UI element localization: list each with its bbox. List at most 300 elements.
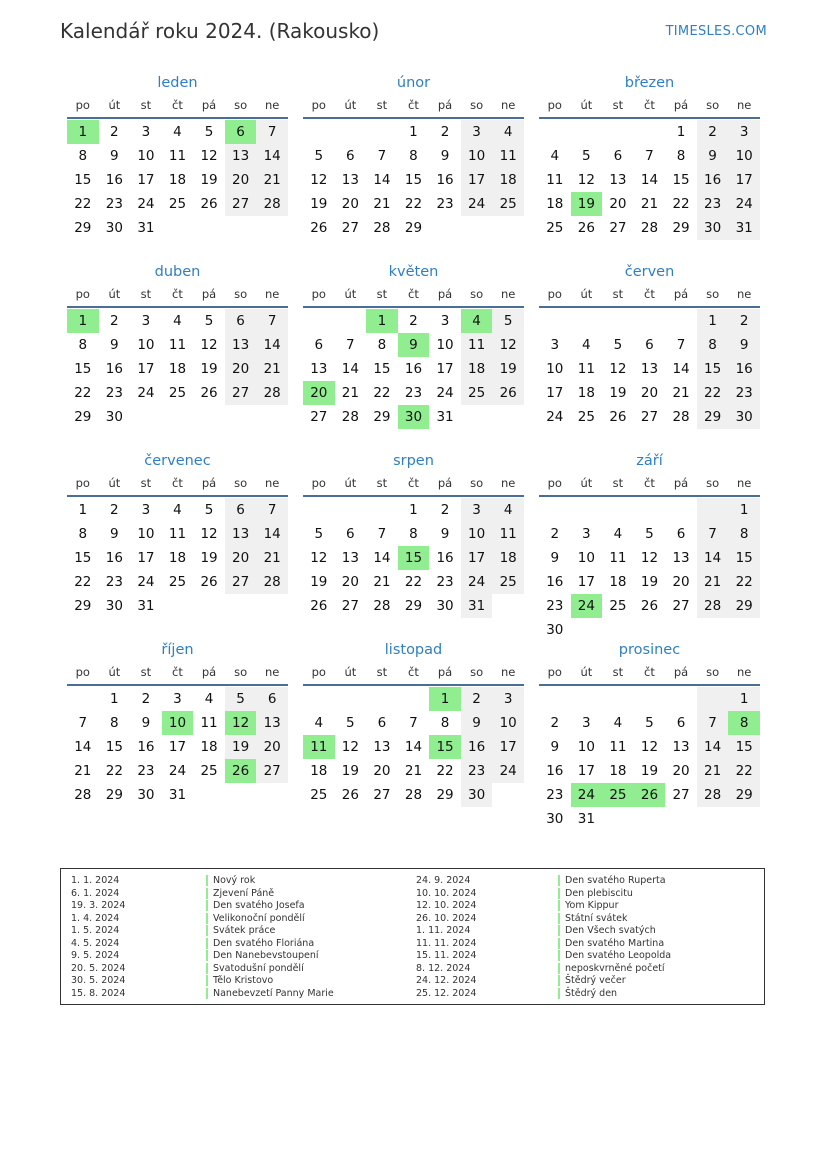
- legend-holiday-name: [206, 900, 334, 913]
- day-cell: 8: [377, 337, 387, 353]
- days-grid: [303, 687, 524, 807]
- day-cell: 2: [110, 313, 119, 329]
- legend-text: 11. 11. 2024: [416, 937, 477, 949]
- empty-cell: [130, 405, 162, 429]
- day-cell: 3: [550, 337, 560, 353]
- day-cell: 31: [137, 598, 155, 614]
- legend-holiday-name: [206, 950, 334, 963]
- empty-cell: [697, 807, 729, 831]
- day-cell: 10: [137, 148, 155, 164]
- weekday-label: čt: [644, 287, 655, 301]
- day-cell: 23: [105, 196, 123, 212]
- day-cell: 7: [256, 309, 288, 333]
- day-cell: 22: [373, 385, 391, 401]
- day-cell: 6: [225, 309, 257, 333]
- day-cell: 12: [200, 148, 218, 164]
- day-cell: 1: [366, 309, 398, 333]
- month-name: říjen: [161, 642, 194, 658]
- day-cell: 4: [582, 337, 591, 353]
- day-cell: 20: [672, 763, 690, 779]
- legend-holiday-date: [71, 975, 125, 988]
- legend-text: 30. 5. 2024: [71, 975, 126, 986]
- day-cell: 25: [461, 381, 493, 405]
- day-cell: 23: [137, 763, 155, 779]
- day-cell: 13: [310, 361, 328, 377]
- empty-cell: [256, 405, 288, 429]
- weekday-label: po: [311, 98, 326, 112]
- day-cell: 27: [672, 787, 690, 803]
- empty-cell: [571, 309, 603, 333]
- day-cell: 11: [492, 144, 524, 168]
- day-cell: 9: [110, 337, 119, 353]
- day-cell: 4: [173, 502, 182, 518]
- weekday-header: [67, 661, 288, 686]
- empty-cell: [634, 498, 666, 522]
- legend-text: Den Nanebevstoupení: [213, 950, 319, 961]
- day-cell: 30: [436, 598, 454, 614]
- weekday-label: čt: [644, 98, 655, 112]
- day-cell: 3: [461, 498, 493, 522]
- day-cell: 26: [492, 381, 524, 405]
- legend-text: Nanebevzetí Panny Marie: [213, 987, 334, 999]
- day-cell: 20: [341, 196, 359, 212]
- day-cell: 21: [697, 759, 729, 783]
- day-cell: 27: [609, 220, 627, 236]
- empty-cell: [665, 498, 697, 522]
- legend-holiday-date: [71, 963, 125, 976]
- empty-cell: [571, 120, 603, 144]
- day-cell: 18: [168, 361, 187, 377]
- day-cell: 15: [404, 172, 423, 188]
- day-cell: 6: [613, 148, 623, 164]
- legend-text: Svátek práce: [213, 925, 276, 936]
- day-cell: 19: [640, 763, 659, 779]
- day-cell: 12: [577, 172, 595, 188]
- day-cell: 9: [110, 526, 119, 542]
- weekday-label: so: [706, 287, 720, 301]
- legend-holiday-name: [558, 900, 671, 913]
- day-cell: 3: [461, 120, 493, 144]
- weekday-label: ne: [264, 98, 280, 112]
- legend-holiday-name: [558, 938, 671, 951]
- legend-text: 15. 8. 2024: [71, 987, 126, 999]
- empty-cell: [335, 120, 367, 144]
- day-cell: 16: [404, 361, 423, 377]
- legend-names-left: [206, 875, 334, 1000]
- empty-cell: [335, 309, 367, 333]
- day-cell: 29: [728, 594, 760, 618]
- empty-cell: [602, 120, 634, 144]
- weekday-label: út: [108, 665, 121, 679]
- day-cell: 3: [582, 715, 591, 731]
- day-cell: 29: [404, 598, 423, 614]
- day-cell: 18: [609, 574, 627, 590]
- day-cell: 5: [645, 715, 654, 731]
- legend-holiday-name: [558, 925, 671, 938]
- day-cell: 20: [225, 357, 257, 381]
- day-cell: 16: [728, 357, 760, 381]
- weekday-header: [67, 94, 288, 119]
- month-prosinec: [539, 639, 760, 828]
- day-cell: 1: [728, 498, 760, 522]
- day-cell: 3: [141, 124, 151, 140]
- day-cell: 5: [492, 309, 524, 333]
- day-cell: 25: [609, 598, 627, 614]
- weekday-label: po: [311, 476, 326, 490]
- day-cell: 21: [256, 357, 288, 381]
- days-grid: [67, 309, 288, 429]
- weekday-label: st: [140, 476, 152, 490]
- day-cell: 30: [105, 409, 123, 425]
- weekday-label: st: [612, 98, 624, 112]
- day-cell: 13: [341, 550, 359, 566]
- month-name: červenec: [144, 453, 211, 469]
- day-cell: 8: [110, 715, 119, 731]
- day-cell: 13: [256, 711, 288, 735]
- day-cell: 7: [256, 498, 288, 522]
- day-cell: 28: [640, 220, 659, 236]
- weekday-label: so: [470, 665, 484, 679]
- day-cell: 17: [577, 763, 595, 779]
- day-cell: 4: [461, 309, 493, 333]
- day-cell: 5: [613, 337, 623, 353]
- day-cell: 22: [728, 570, 760, 594]
- weekday-label: so: [706, 665, 720, 679]
- legend-holiday-date: [71, 900, 125, 913]
- days-grid: [67, 498, 288, 618]
- day-cell: 19: [341, 763, 359, 779]
- day-cell: 20: [225, 546, 257, 570]
- day-cell: 7: [256, 120, 288, 144]
- day-cell: 7: [697, 711, 729, 735]
- empty-cell: [539, 498, 571, 522]
- day-cell: 30: [105, 220, 123, 236]
- day-cell: 8: [409, 526, 418, 542]
- day-cell: 14: [404, 739, 423, 755]
- month-name: duben: [154, 264, 201, 280]
- day-cell: 16: [546, 574, 564, 590]
- day-cell: 28: [373, 598, 391, 614]
- day-cell: 9: [461, 711, 493, 735]
- day-cell: 8: [78, 526, 88, 542]
- day-cell: 9: [440, 148, 450, 164]
- empty-cell: [665, 807, 697, 831]
- weekday-label: so: [234, 476, 248, 490]
- day-cell: 23: [436, 196, 454, 212]
- day-cell: 3: [582, 526, 591, 542]
- day-cell: 18: [492, 168, 524, 192]
- day-cell: 10: [577, 739, 595, 755]
- weekday-label: út: [580, 476, 593, 490]
- day-cell: 6: [225, 498, 257, 522]
- day-cell: 21: [256, 546, 288, 570]
- legend-dates-left: [71, 875, 125, 1000]
- day-cell: 24: [137, 196, 155, 212]
- day-cell: 27: [373, 787, 391, 803]
- legend-dates-right: [416, 875, 476, 1000]
- day-cell: 11: [200, 715, 218, 731]
- weekday-label: pá: [673, 476, 689, 490]
- day-cell: 10: [162, 711, 194, 735]
- day-cell: 19: [571, 192, 603, 216]
- day-cell: 2: [550, 526, 560, 542]
- day-cell: 10: [436, 337, 454, 353]
- day-cell: 23: [404, 385, 423, 401]
- day-cell: 20: [640, 385, 659, 401]
- holiday-marker: [558, 913, 560, 924]
- weekday-label: po: [311, 665, 326, 679]
- month-name: květen: [388, 264, 439, 280]
- day-cell: 6: [225, 120, 257, 144]
- day-cell: 19: [609, 385, 627, 401]
- day-cell: 14: [74, 739, 92, 755]
- day-cell: 31: [728, 216, 760, 240]
- day-cell: 17: [461, 168, 493, 192]
- day-cell: 16: [105, 550, 123, 566]
- day-cell: 2: [110, 502, 119, 518]
- day-cell: 29: [728, 783, 760, 807]
- legend-text: 12. 10. 2024: [416, 900, 477, 911]
- legend-holiday-date: [416, 875, 476, 888]
- day-cell: 6: [346, 526, 355, 542]
- day-cell: 28: [256, 570, 288, 594]
- day-cell: 19: [200, 361, 218, 377]
- day-cell: 24: [571, 594, 603, 618]
- day-cell: 9: [440, 526, 450, 542]
- day-cell: 30: [398, 405, 430, 429]
- day-cell: 10: [461, 144, 493, 168]
- legend-text: 1. 5. 2024: [71, 925, 120, 936]
- empty-cell: [162, 405, 194, 429]
- day-cell: 15: [429, 735, 461, 759]
- day-cell: 13: [225, 333, 257, 357]
- day-cell: 5: [204, 124, 214, 140]
- day-cell: 14: [256, 522, 288, 546]
- legend-text: Den svatého Leopolda: [565, 950, 672, 961]
- day-cell: 26: [310, 220, 328, 236]
- weekday-label: út: [580, 665, 593, 679]
- day-cell: 9: [398, 333, 430, 357]
- legend-holiday-name: [558, 950, 671, 963]
- day-cell: 27: [672, 598, 690, 614]
- day-cell: 29: [373, 409, 391, 425]
- day-cell: 25: [168, 574, 187, 590]
- weekday-label: so: [234, 665, 248, 679]
- weekday-label: ne: [500, 665, 516, 679]
- weekday-label: po: [547, 98, 562, 112]
- day-cell: 6: [676, 526, 686, 542]
- holiday-marker: [206, 875, 208, 886]
- empty-cell: [225, 216, 257, 240]
- day-cell: 20: [225, 168, 257, 192]
- weekday-label: so: [706, 476, 720, 490]
- empty-cell: [492, 783, 524, 807]
- day-cell: 7: [676, 337, 686, 353]
- legend-holiday-date: [416, 888, 476, 901]
- weekday-header: [539, 661, 760, 686]
- legend-holiday-date: [416, 913, 476, 926]
- day-cell: 16: [697, 168, 729, 192]
- legend-text: Den svatého Josefa: [213, 900, 305, 911]
- day-cell: 8: [676, 148, 686, 164]
- day-cell: 1: [429, 687, 461, 711]
- day-cell: 3: [173, 691, 182, 707]
- day-cell: 5: [346, 715, 355, 731]
- day-cell: 24: [436, 385, 454, 401]
- legend-text: 4. 5. 2024: [71, 937, 120, 949]
- day-cell: 12: [310, 550, 328, 566]
- day-cell: 30: [105, 598, 123, 614]
- day-cell: 20: [373, 763, 391, 779]
- legend-text: Den svatého Floriána: [213, 937, 315, 949]
- legend-text: Svatodušní pondělí: [213, 962, 304, 974]
- weekday-label: pá: [201, 98, 217, 112]
- day-cell: 23: [461, 759, 493, 783]
- day-cell: 13: [225, 522, 257, 546]
- day-cell: 22: [728, 759, 760, 783]
- day-cell: 9: [550, 739, 560, 755]
- day-cell: 17: [137, 172, 155, 188]
- day-cell: 16: [546, 763, 564, 779]
- empty-cell: [225, 405, 257, 429]
- weekday-label: čt: [644, 476, 655, 490]
- empty-cell: [303, 498, 335, 522]
- day-cell: 27: [225, 570, 257, 594]
- legend-holiday-date: [71, 938, 125, 951]
- day-cell: 2: [409, 313, 418, 329]
- weekday-label: so: [234, 98, 248, 112]
- days-grid: [539, 309, 760, 429]
- weekday-label: út: [344, 287, 357, 301]
- day-cell: 13: [672, 739, 690, 755]
- empty-cell: [539, 687, 571, 711]
- day-cell: 29: [436, 787, 454, 803]
- day-cell: 8: [728, 522, 760, 546]
- empty-cell: [225, 594, 257, 618]
- day-cell: 19: [200, 550, 218, 566]
- day-cell: 8: [78, 337, 88, 353]
- legend-holiday-date: [71, 913, 125, 926]
- legend-names-right: [558, 875, 671, 1000]
- weekday-label: ne: [500, 476, 516, 490]
- holiday-marker: [206, 938, 208, 949]
- holiday-marker: [558, 900, 560, 911]
- empty-cell: [571, 498, 603, 522]
- day-cell: 11: [609, 739, 627, 755]
- weekday-label: so: [706, 98, 720, 112]
- day-cell: 30: [461, 783, 493, 807]
- holiday-marker: [558, 963, 560, 974]
- day-cell: 9: [110, 148, 119, 164]
- day-cell: 28: [256, 192, 288, 216]
- day-cell: 11: [168, 148, 187, 164]
- weekday-label: pá: [437, 287, 453, 301]
- weekday-header: [303, 94, 524, 119]
- day-cell: 10: [728, 144, 760, 168]
- day-cell: 18: [577, 385, 595, 401]
- holiday-marker: [558, 950, 560, 961]
- day-cell: 18: [168, 550, 187, 566]
- day-cell: 11: [577, 361, 595, 377]
- legend-text: Velikonoční pondělí: [213, 912, 305, 924]
- weekday-label: st: [140, 665, 152, 679]
- day-cell: 12: [200, 337, 218, 353]
- day-cell: 13: [640, 361, 659, 377]
- holiday-marker: [558, 988, 560, 999]
- weekday-label: út: [344, 476, 357, 490]
- weekday-label: pá: [673, 98, 689, 112]
- holiday-marker: [558, 975, 560, 986]
- calendar-grid: [67, 72, 760, 828]
- day-cell: 12: [492, 333, 524, 357]
- day-cell: 29: [74, 598, 92, 614]
- weekday-label: čt: [172, 98, 183, 112]
- empty-cell: [492, 405, 524, 429]
- legend-holiday-name: [206, 875, 334, 888]
- day-cell: 14: [373, 550, 391, 566]
- day-cell: 26: [200, 196, 218, 212]
- holiday-marker: [558, 925, 560, 936]
- day-cell: 25: [492, 192, 524, 216]
- brand-link[interactable]: TIMESLES.COM: [665, 24, 767, 39]
- day-cell: 1: [676, 124, 686, 140]
- day-cell: 3: [728, 120, 760, 144]
- weekday-label: po: [75, 98, 90, 112]
- legend-holiday-date: [416, 988, 476, 1001]
- weekday-label: út: [108, 98, 121, 112]
- day-cell: 12: [341, 739, 359, 755]
- day-cell: 26: [634, 783, 666, 807]
- legend-text: Zjevení Páně: [213, 887, 275, 899]
- holiday-marker: [558, 938, 560, 949]
- day-cell: 3: [141, 502, 151, 518]
- day-cell: 26: [609, 409, 627, 425]
- weekday-header: [303, 661, 524, 686]
- day-cell: 22: [697, 381, 729, 405]
- weekday-label: pá: [437, 665, 453, 679]
- empty-cell: [162, 594, 194, 618]
- legend-holiday-name: [206, 925, 334, 938]
- holiday-marker: [206, 975, 208, 986]
- month-březen: [539, 72, 760, 261]
- legend-text: Den svatého Ruperta: [565, 875, 666, 886]
- day-cell: 22: [404, 574, 423, 590]
- day-cell: 17: [137, 550, 155, 566]
- day-cell: 11: [609, 550, 627, 566]
- weekday-header: [303, 472, 524, 497]
- day-cell: 24: [728, 192, 760, 216]
- day-cell: 14: [697, 546, 729, 570]
- day-cell: 17: [492, 735, 524, 759]
- day-cell: 28: [672, 409, 690, 425]
- legend-holiday-date: [416, 975, 476, 988]
- empty-cell: [256, 783, 288, 807]
- day-cell: 11: [546, 172, 564, 188]
- empty-cell: [256, 216, 288, 240]
- empty-cell: [539, 309, 571, 333]
- day-cell: 15: [398, 546, 430, 570]
- empty-cell: [634, 807, 666, 831]
- day-cell: 26: [225, 759, 257, 783]
- day-cell: 14: [672, 361, 690, 377]
- day-cell: 31: [137, 220, 155, 236]
- day-cell: 31: [168, 787, 187, 803]
- empty-cell: [461, 216, 493, 240]
- day-cell: 20: [303, 381, 335, 405]
- days-grid: [539, 498, 760, 642]
- day-cell: 28: [74, 787, 92, 803]
- month-únor: [303, 72, 524, 261]
